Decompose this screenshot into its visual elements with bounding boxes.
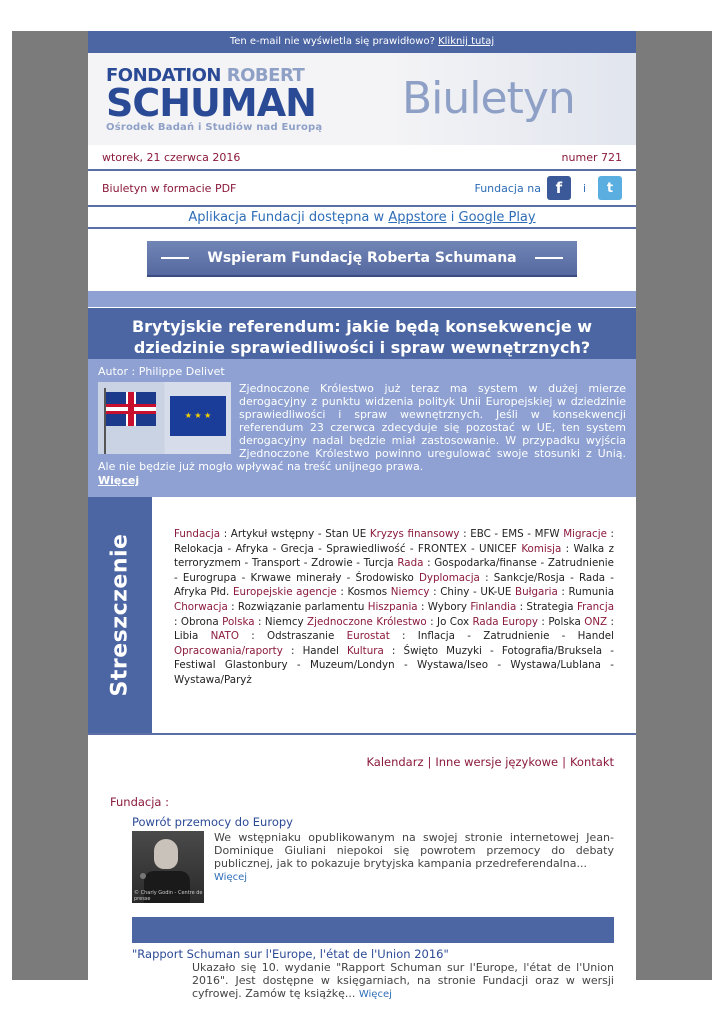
summary-category-link[interactable]: NATO	[210, 630, 239, 643]
summary-category-link[interactable]: Europejskie agencje	[232, 586, 337, 599]
summary-category-link[interactable]: Finlandia	[470, 600, 517, 613]
pdf-row	[88, 171, 636, 207]
item1	[88, 829, 636, 903]
summary-category-link[interactable]: Eurostat	[346, 630, 390, 643]
summary-category-link[interactable]: Niemcy	[390, 586, 430, 599]
featured-article	[88, 359, 636, 497]
languages-link[interactable]: Inne wersje językowe	[435, 755, 559, 769]
date-row	[88, 145, 636, 171]
speaker-photo	[132, 831, 204, 903]
item2-text: Ukazało się 10. wydanie "Rapport Schuman sur l'Europe, l'état de l'Union 2016". Jest dostępne w księgarniach, na stronie Fundacji oraz w wersji cyfrowej. Zamów tę książkę...	[192, 961, 614, 1000]
issue-number: numer 721	[561, 150, 622, 164]
support-banner-row	[88, 229, 636, 289]
summary-topics-text[interactable]: : Chiny - UK-UE	[429, 586, 515, 599]
support-banner-button[interactable]	[147, 241, 577, 277]
summary-topics-text[interactable]: : Niemcy	[254, 615, 308, 628]
summary-topics-text[interactable]: : Libia	[174, 615, 614, 643]
fondation-logo[interactable]	[106, 67, 336, 133]
section-heading: Fundacja :	[110, 795, 170, 809]
social-links	[474, 176, 622, 200]
summary-topics-text[interactable]: : Relokacja - Afryka - Grecja - Sprawiedliwość - FRONTEX - UNICEF	[174, 528, 614, 555]
summary-category-link[interactable]: Polska	[222, 615, 255, 628]
summary-topics-text[interactable]: : Wybory	[417, 600, 471, 613]
issue-date: wtorek, 21 czerwca 2016	[102, 150, 241, 164]
social-and: i	[582, 181, 586, 195]
summary-topics-text[interactable]: : Święto Muzyki - Fotografia/Bruksela - Festiwal Glastonbury - Muzeum/Londyn - Wystawa/Iseo - Wystawa/Lublana - Wystawa/Paryż	[174, 644, 614, 686]
app-row	[88, 207, 636, 229]
support-banner-label: Wspieram Fundację Roberta Schumana	[207, 250, 517, 266]
newsletter-title: Biuletyn	[402, 73, 575, 124]
summary-category-link[interactable]: Zjednoczone Królestwo	[307, 615, 427, 628]
summary-category-link[interactable]: Komisja	[521, 542, 562, 555]
newsletter-column	[88, 31, 636, 1000]
item2-title[interactable]: "Rapport Schuman sur l'Europe, l'état de l'Union 2016"	[132, 947, 449, 961]
pdf-link[interactable]: Biuletyn w formacie PDF	[102, 181, 237, 195]
item1-more-link[interactable]: Więcej	[214, 872, 248, 883]
summary-topics-text[interactable]: : Obrona	[174, 615, 223, 628]
logo-schuman: SCHUMAN	[106, 81, 316, 125]
header-banner	[88, 53, 636, 145]
appstore-link[interactable]: Appstore	[388, 210, 447, 225]
logo-fondation: FONDATION	[106, 65, 221, 86]
calendar-link[interactable]: Kalendarz	[366, 755, 424, 769]
contact-link[interactable]: Kontakt	[569, 755, 614, 769]
summary-category-link[interactable]: Opracowania/raporty	[174, 644, 283, 657]
summary-topics-text[interactable]: : Odstraszanie	[238, 630, 347, 643]
summary-topics-text[interactable]: : Artykuł wstępny - Stan UE	[220, 528, 370, 540]
summary-category-link[interactable]: Migracje	[563, 528, 607, 540]
summary-category-link[interactable]: Rada Europy	[472, 615, 538, 628]
summary-category-link[interactable]: Kultura	[347, 644, 384, 657]
item1-body	[214, 831, 614, 903]
facebook-icon[interactable]: f	[547, 176, 571, 200]
item2-more-link[interactable]: Więcej	[358, 989, 392, 1000]
article-title[interactable]: Brytyjskie referendum: jakie będą konsekwencje w dziedzinie sprawiedliwości i spraw wewnętrznych?	[88, 307, 636, 359]
summary-topics	[152, 497, 636, 733]
summary-topics-text[interactable]: : Strategia	[516, 600, 577, 613]
summary-topics-text[interactable]: : Gospodarka/finanse - Zatrudnienie - Eurogrupa - Krwawe minerały - Środowisko	[174, 557, 614, 584]
item2-body	[88, 961, 636, 1001]
eu-flag-icon: ★ ★ ★	[170, 396, 226, 436]
summary-label: Streszczenie	[107, 533, 133, 697]
article-author: Autor : Philippe Delivet	[98, 365, 225, 378]
twitter-icon[interactable]: t	[598, 176, 622, 200]
uk-flag-cross	[128, 392, 134, 426]
logo-robert: ROBERT	[226, 65, 305, 86]
summary-topics-text[interactable]: : Rumunia	[557, 586, 615, 599]
summary-category-link[interactable]: ONZ	[584, 615, 608, 628]
summary-topics-text[interactable]: : Handel	[282, 644, 348, 657]
item1-title[interactable]: Powrót przemocy do Europy	[132, 815, 293, 829]
summary-category-link[interactable]: Hiszpania	[367, 600, 418, 613]
summary-topics-text[interactable]: : Rozwiązanie parlamentu	[227, 600, 368, 613]
view-online-bar	[88, 31, 636, 53]
summary-topics-text[interactable]: : Polska	[537, 615, 585, 628]
item1-text: We wstępniaku opublikowanym na swojej stronie internetowej Jean-Dominique Giuliani niepokoi się powrotem przemocy do debaty publicznej, jak to pokazuje brytyjska kampania przedreferendalna...	[214, 831, 614, 870]
view-online-link[interactable]: Kliknij tutaj	[438, 36, 495, 47]
summary-topics-text[interactable]: : Jo Cox	[426, 615, 473, 628]
googleplay-link[interactable]: Google Play	[458, 210, 536, 225]
summary-category-link[interactable]: Kryzys finansowy	[369, 528, 460, 540]
app-and: i	[450, 210, 455, 225]
summary-sidebar	[88, 497, 152, 733]
microphone-icon	[140, 873, 146, 879]
logo-tagline: Ośrodek Badań i Studiów nad Europą	[106, 122, 323, 133]
summary-section	[88, 497, 636, 735]
flags-image	[98, 382, 231, 454]
app-text: Aplikacja Fundacji dostępna w	[188, 210, 385, 225]
summary-topics-text[interactable]: : Walka z terroryzmem - Transport - Zdrowie - Turcja	[174, 542, 614, 570]
summary-topics-text[interactable]: : Inflacja - Zatrudnienie - Handel	[389, 630, 614, 643]
summary-topics-text[interactable]: : Kosmos	[336, 586, 391, 599]
photo-caption: © Charly Godin - Centre de presse	[134, 890, 203, 902]
article-body: Zjednoczone Królestwo już teraz ma system w dużej mierze derogacyjny z punktu widzenia polityk Unii Europejskiej w dziedzinie sprawiedliwości i spraw wewnętrznych. Jeśli w konsekwencji referendum 23 czerwca zdecyduje się pozostać w UE, ten system derogacyjny nadal będzie miał zastosowanie. W przypadku wyjścia Zjednoczone Królestwo powinno uregulować swoje stosunki z Unią. Ale nie będzie już mogło wpływać na treść unijnego prawa.	[98, 382, 626, 473]
summary-category-link[interactable]: Bułgaria	[515, 586, 558, 599]
summary-category-link[interactable]: Chorwacja	[174, 600, 228, 613]
banner-dash-left	[161, 257, 189, 259]
summary-topics-text[interactable]: : Sankcje/Rosja - Rada - Afryka Płd.	[174, 571, 614, 599]
section-band	[132, 917, 614, 943]
summary-category-link[interactable]: Francja	[576, 600, 615, 613]
summary-topics-text[interactable]: : EBC - EMS - MFW	[459, 528, 564, 540]
summary-category-link[interactable]: Dyplomacja	[418, 571, 480, 584]
article-more-link[interactable]: Więcej	[98, 474, 140, 487]
divider-band	[88, 291, 636, 307]
banner-dash-right	[535, 257, 563, 259]
view-online-text: Ten e-mail nie wyświetla się prawidłowo?	[229, 36, 435, 47]
summary-category-link[interactable]: Rada	[397, 557, 424, 570]
social-label: Fundacja na	[474, 181, 541, 195]
summary-category-link[interactable]: Fundacja	[174, 528, 221, 540]
footer-nav: Kalendarz | Inne wersje językowe | Kontakt	[366, 755, 614, 769]
